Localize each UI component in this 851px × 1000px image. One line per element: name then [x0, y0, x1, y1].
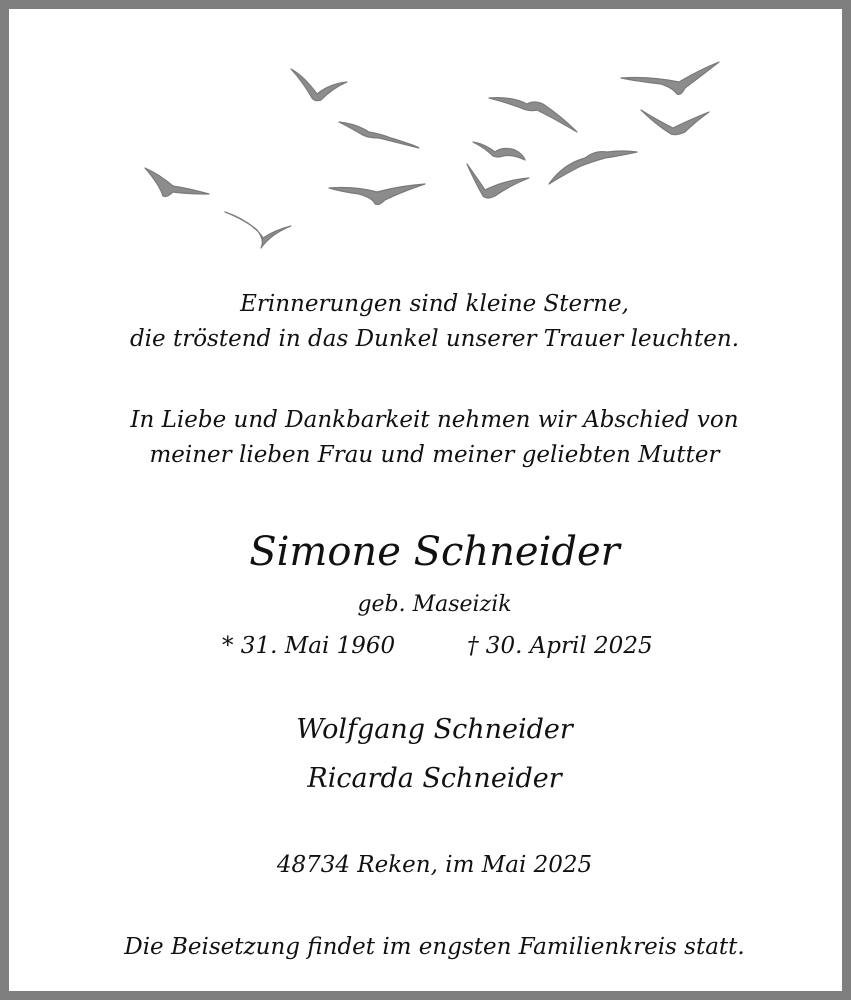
seagull-icon	[489, 98, 577, 132]
seagull-icon	[225, 212, 291, 248]
mourner-1: Wolfgang Schneider	[296, 714, 573, 745]
intro-line-1: In Liebe und Dankbarkeit nehmen wir Abschied von	[130, 407, 739, 433]
life-dates	[9, 633, 851, 663]
seagull-icon	[641, 110, 709, 135]
deceased-name: Simone Schneider	[249, 529, 620, 575]
seagull-icon	[145, 168, 209, 197]
maiden-name: geb. Maseizik	[357, 592, 512, 617]
seagull-icon	[473, 142, 525, 160]
seagull-icon	[339, 122, 419, 148]
verse-line-1: Erinnerungen sind kleine Sterne,	[240, 291, 629, 317]
seagull-icon	[549, 151, 637, 184]
burial-note: Die Beisetzung findet im engsten Familienkreis statt.	[124, 934, 745, 960]
verse-line-2: die tröstend in das Dunkel unserer Trauer leuchten.	[129, 326, 740, 352]
seagull-icon	[467, 164, 529, 198]
death-date: † 30. April 2025	[467, 633, 653, 659]
intro-line-2: meiner lieben Frau und meiner geliebten Mutter	[149, 442, 720, 468]
seagull-icon	[621, 62, 719, 94]
seagull-icon	[329, 184, 425, 205]
seagull-icon	[291, 69, 347, 101]
mourner-2: Ricarda Schneider	[307, 763, 562, 794]
flying-seagulls-icon	[129, 54, 739, 264]
birth-date: * 31. Mai 1960	[222, 633, 396, 659]
place-date: 48734 Reken, im Mai 2025	[276, 852, 593, 878]
